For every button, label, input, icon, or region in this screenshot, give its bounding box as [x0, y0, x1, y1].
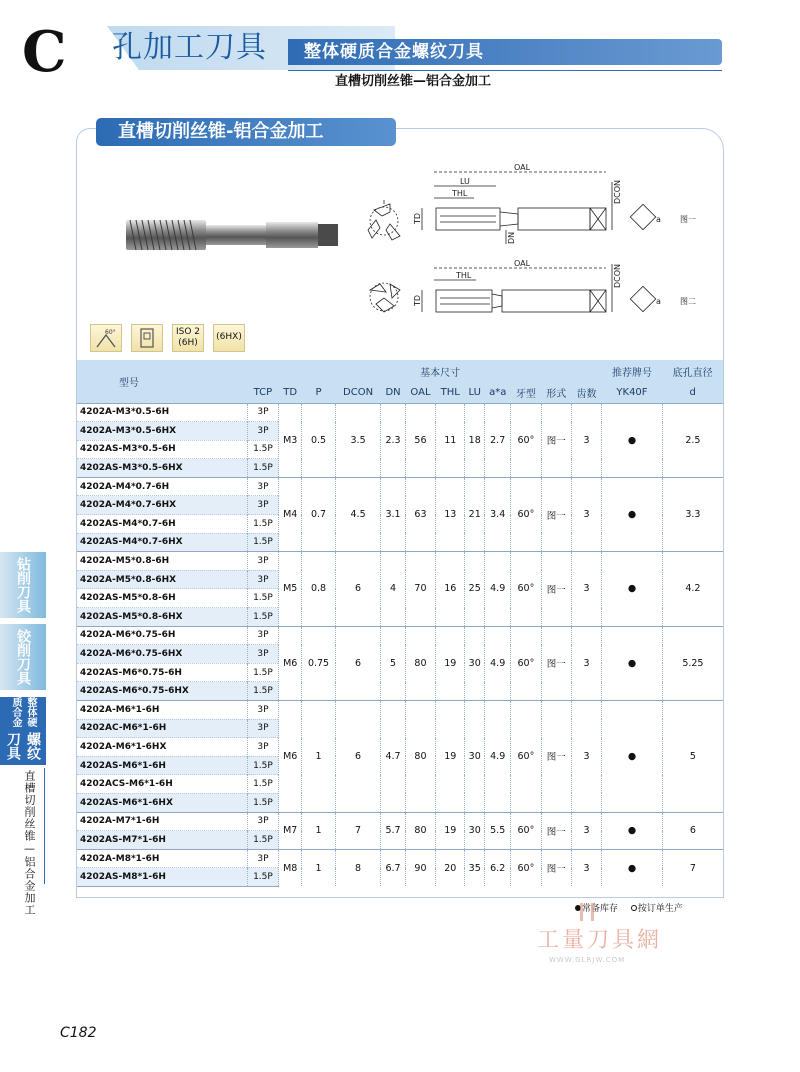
cell-oal: 63	[405, 477, 435, 551]
cell-p: 1	[302, 812, 336, 849]
cell-td: M8	[279, 849, 302, 886]
angle-60-icon	[90, 324, 122, 352]
cell-axa: 4.9	[485, 701, 511, 813]
square-end-1	[630, 204, 661, 229]
cell-tcp: 1.5P	[247, 793, 278, 812]
cell-model: 4202AC-M6*1-6H	[77, 719, 247, 738]
col-lu: LU	[465, 382, 485, 403]
cell-tcp: 3P	[247, 477, 278, 496]
col-axa: a*a	[485, 382, 511, 403]
cell-model: 4202AS-M4*0.7-6H	[77, 515, 247, 534]
cell-tcp: 3P	[247, 552, 278, 571]
cell-teeth: 3	[571, 812, 601, 849]
cell-form: 图一	[541, 552, 571, 626]
cell-model: 4202A-M4*0.7-6HX	[77, 496, 247, 515]
cell-hole: 3.3	[662, 477, 723, 551]
cell-lu: 30	[465, 812, 485, 849]
col-td: TD	[279, 382, 302, 403]
cell-oal: 90	[405, 849, 435, 886]
col-thread: 牙型	[511, 382, 541, 403]
cell-thread: 60°	[511, 812, 541, 849]
cell-tcp: 1.5P	[247, 682, 278, 701]
col-grade-title: 推荐牌号	[602, 360, 663, 382]
cell-tcp: 1.5P	[247, 589, 278, 608]
label-thl-2: THL	[456, 271, 472, 280]
side-tab-threading-sub: 整体硬质合金	[10, 697, 36, 727]
watermark-logo	[580, 903, 594, 921]
svg-text:a: a	[656, 297, 661, 306]
cell-model: 4202AS-M5*0.8-6HX	[77, 608, 247, 627]
chapter-letter: C	[22, 19, 67, 85]
cell-p: 0.7	[302, 477, 336, 551]
label-dcon: DCON	[613, 179, 622, 204]
cell-lu: 21	[465, 477, 485, 551]
cell-stock: ●	[602, 849, 663, 886]
col-basic: 基本尺寸	[279, 360, 602, 382]
cell-dcon: 6	[335, 626, 381, 700]
cell-stock: ●	[602, 812, 663, 849]
iso-label: ISO 2 (6H)	[175, 327, 201, 348]
cell-model: 4202AS-M5*0.8-6H	[77, 589, 247, 608]
side-divider	[44, 768, 45, 884]
cell-stock: ●	[602, 701, 663, 813]
cell-dn: 4	[381, 552, 405, 626]
cell-thl: 16	[436, 552, 465, 626]
legend-order: 按订单生产	[637, 904, 683, 914]
table-row	[77, 849, 723, 868]
cell-dn: 4.7	[381, 701, 405, 813]
header-subtitle: 直槽切削丝锥—铝合金加工	[335, 74, 492, 89]
cell-dcon: 3.5	[335, 403, 381, 477]
cell-model: 4202A-M3*0.5-6HX	[77, 422, 247, 441]
cell-thl: 11	[436, 403, 465, 477]
cell-tcp: 3P	[247, 403, 278, 422]
cell-stock: ●	[602, 626, 663, 700]
cell-thl: 19	[436, 626, 465, 700]
label-lu: LU	[460, 177, 470, 186]
cell-dn: 2.3	[381, 403, 405, 477]
cell-stock: ●	[602, 477, 663, 551]
cell-tcp: 1.5P	[247, 533, 278, 552]
cell-td: M6	[279, 701, 302, 813]
cell-hole: 4.2	[662, 552, 723, 626]
label-oal: OAL	[514, 163, 531, 172]
cell-td: M7	[279, 812, 302, 849]
cell-td: M4	[279, 477, 302, 551]
col-hole: d	[662, 382, 723, 403]
table-row	[77, 403, 723, 422]
cell-axa: 6.2	[485, 849, 511, 886]
col-p: P	[302, 382, 336, 403]
fig2-label: 图二	[680, 297, 696, 306]
header-divider	[288, 70, 722, 71]
cell-tcp: 3P	[247, 496, 278, 515]
label-oal-2: OAL	[514, 259, 531, 268]
cell-thread: 60°	[511, 477, 541, 551]
col-grade: YK40F	[602, 382, 663, 403]
cell-model: 4202AS-M7*1-6H	[77, 831, 247, 850]
svg-text:a: a	[656, 215, 661, 224]
cell-axa: 4.9	[485, 626, 511, 700]
cell-p: 0.75	[302, 626, 336, 700]
col-tcp: TCP	[247, 382, 278, 403]
cell-form: 图一	[541, 477, 571, 551]
cell-tcp: 1.5P	[247, 775, 278, 794]
table-row	[77, 812, 723, 831]
cell-tcp: 1.5P	[247, 663, 278, 682]
cell-thl: 19	[436, 701, 465, 813]
cell-model: 4202A-M5*0.8-6H	[77, 552, 247, 571]
cell-thl: 19	[436, 812, 465, 849]
cell-oal: 80	[405, 626, 435, 700]
cell-thread: 60°	[511, 403, 541, 477]
cell-dn: 3.1	[381, 477, 405, 551]
cell-tcp: 3P	[247, 738, 278, 757]
cell-model: 4202AS-M6*1-6H	[77, 756, 247, 775]
svg-text:60°: 60°	[105, 329, 116, 336]
cell-model: 4202AS-M6*0.75-6H	[77, 663, 247, 682]
cell-tcp: 3P	[247, 719, 278, 738]
side-tab-threading[interactable]	[0, 697, 46, 765]
cell-model: 4202ACS-M6*1-6H	[77, 775, 247, 794]
square-shank-icon	[131, 324, 163, 352]
cell-lu: 30	[465, 701, 485, 813]
order-circle-icon	[631, 905, 637, 911]
cell-lu: 30	[465, 626, 485, 700]
cell-tcp: 1.5P	[247, 868, 278, 887]
cell-form: 图一	[541, 403, 571, 477]
category-title: 孔加工刀具	[112, 30, 267, 65]
technical-drawings	[356, 160, 716, 340]
cell-tcp: 1.5P	[247, 459, 278, 478]
cell-lu: 35	[465, 849, 485, 886]
cell-model: 4202AS-M8*1-6H	[77, 868, 247, 887]
cell-thread: 60°	[511, 701, 541, 813]
cell-oal: 70	[405, 552, 435, 626]
cell-td: M3	[279, 403, 302, 477]
section-title-header: 整体硬质合金螺纹刀具	[304, 42, 484, 62]
cell-form: 图一	[541, 812, 571, 849]
cell-model: 4202A-M3*0.5-6H	[77, 403, 247, 422]
cell-form: 图一	[541, 626, 571, 700]
cell-tcp: 3P	[247, 626, 278, 645]
cell-tcp: 1.5P	[247, 756, 278, 775]
cell-thread: 60°	[511, 626, 541, 700]
end-view-2	[370, 283, 400, 312]
side-view-1	[422, 172, 612, 244]
cell-dcon: 8	[335, 849, 381, 886]
cell-stock: ●	[602, 552, 663, 626]
cell-dcon: 6	[335, 552, 381, 626]
cell-tcp: 3P	[247, 812, 278, 831]
cell-model: 4202A-M6*1-6H	[77, 701, 247, 720]
cell-model: 4202A-M4*0.7-6H	[77, 477, 247, 496]
cell-model: 4202AS-M4*0.7-6HX	[77, 533, 247, 552]
cell-teeth: 3	[571, 701, 601, 813]
cell-dn: 6.7	[381, 849, 405, 886]
cell-oal: 56	[405, 403, 435, 477]
cell-model: 4202A-M5*0.8-6HX	[77, 570, 247, 589]
col-model: 型号	[77, 360, 247, 403]
cell-teeth: 3	[571, 477, 601, 551]
cell-dn: 5	[381, 626, 405, 700]
cell-teeth: 3	[571, 552, 601, 626]
cell-teeth: 3	[571, 626, 601, 700]
cell-tcp: 3P	[247, 849, 278, 868]
side-view-2	[422, 264, 612, 312]
square-end-2	[630, 286, 661, 311]
cell-thl: 20	[436, 849, 465, 886]
col-dn: DN	[381, 382, 405, 403]
cell-model: 4202AS-M3*0.5-6HX	[77, 459, 247, 478]
6hx-label: (6HX)	[216, 332, 242, 342]
cell-tcp: 1.5P	[247, 440, 278, 459]
col-teeth: 齿数	[571, 382, 601, 403]
cell-p: 1	[302, 701, 336, 813]
col-oal: OAL	[405, 382, 435, 403]
watermark-url: WWW.GLRJW.COM	[549, 956, 626, 964]
cell-hole: 5.25	[662, 626, 723, 700]
side-tab-reaming[interactable]: 铰削刀具	[0, 624, 46, 690]
cell-dcon: 7	[335, 812, 381, 849]
legend-stock: 常备库存	[582, 904, 619, 914]
page-number: C182	[60, 1025, 97, 1041]
cell-thl: 13	[436, 477, 465, 551]
cell-stock: ●	[602, 403, 663, 477]
cell-dn: 5.7	[381, 812, 405, 849]
cell-form: 图一	[541, 849, 571, 886]
cell-model: 4202A-M7*1-6H	[77, 812, 247, 831]
table-row	[77, 626, 723, 645]
cell-dcon: 6	[335, 701, 381, 813]
tap-photo	[126, 212, 340, 256]
cell-model: 4202A-M8*1-6H	[77, 849, 247, 868]
cell-teeth: 3	[571, 403, 601, 477]
cell-p: 1	[302, 849, 336, 886]
cell-lu: 25	[465, 552, 485, 626]
side-tab-drilling[interactable]: 钻削刀具	[0, 552, 46, 618]
cell-tcp: 3P	[247, 422, 278, 441]
cell-hole: 7	[662, 849, 723, 886]
end-view-1	[368, 200, 400, 240]
spec-table	[77, 360, 723, 887]
cell-form: 图一	[541, 701, 571, 813]
cell-td: M5	[279, 552, 302, 626]
label-dcon-2: DCON	[613, 263, 622, 288]
cell-hole: 2.5	[662, 403, 723, 477]
cell-tcp: 1.5P	[247, 608, 278, 627]
side-current-section: 直槽切削丝锥—铝合金加工	[23, 770, 36, 916]
cell-hole: 6	[662, 812, 723, 849]
cell-oal: 80	[405, 812, 435, 849]
cell-td: M6	[279, 626, 302, 700]
cell-axa: 4.9	[485, 552, 511, 626]
cell-model: 4202AS-M6*0.75-6HX	[77, 682, 247, 701]
side-tab-threading-label: 螺纹刀具	[5, 732, 41, 761]
cell-hole: 5	[662, 701, 723, 813]
table-row	[77, 552, 723, 571]
cell-axa: 2.7	[485, 403, 511, 477]
col-dcon: DCON	[335, 382, 381, 403]
cell-oal: 80	[405, 701, 435, 813]
cell-model: 4202A-M6*0.75-6H	[77, 626, 247, 645]
table-row	[77, 701, 723, 720]
cell-p: 0.8	[302, 552, 336, 626]
fig1-label: 图一	[680, 215, 696, 224]
col-thl: THL	[436, 382, 465, 403]
cell-axa: 3.4	[485, 477, 511, 551]
cell-tcp: 1.5P	[247, 515, 278, 534]
cell-lu: 18	[465, 403, 485, 477]
cell-thread: 60°	[511, 849, 541, 886]
cell-model: 4202AS-M6*1-6HX	[77, 793, 247, 812]
label-td-2: TD	[413, 294, 422, 306]
cell-tcp: 3P	[247, 701, 278, 720]
col-form: 形式	[541, 382, 571, 403]
cell-p: 0.5	[302, 403, 336, 477]
col-tcp-top	[247, 360, 278, 382]
table-row	[77, 477, 723, 496]
cell-tcp: 3P	[247, 570, 278, 589]
label-thl: THL	[452, 189, 468, 198]
cell-teeth: 3	[571, 849, 601, 886]
cell-tcp: 1.5P	[247, 831, 278, 850]
cell-model: 4202A-M6*0.75-6HX	[77, 645, 247, 664]
cell-thread: 60°	[511, 552, 541, 626]
label-dn: DN	[507, 231, 516, 244]
cell-model: 4202A-M6*1-6HX	[77, 738, 247, 757]
section-title: 直槽切削丝锥-铝合金加工	[118, 121, 324, 142]
col-hole-title: 底孔直径	[662, 360, 723, 382]
cell-tcp: 3P	[247, 645, 278, 664]
cell-model: 4202AS-M3*0.5-6H	[77, 440, 247, 459]
cell-dcon: 4.5	[335, 477, 381, 551]
watermark-text: 工量刀具網	[537, 928, 663, 953]
label-td: TD	[413, 212, 422, 224]
cell-axa: 5.5	[485, 812, 511, 849]
